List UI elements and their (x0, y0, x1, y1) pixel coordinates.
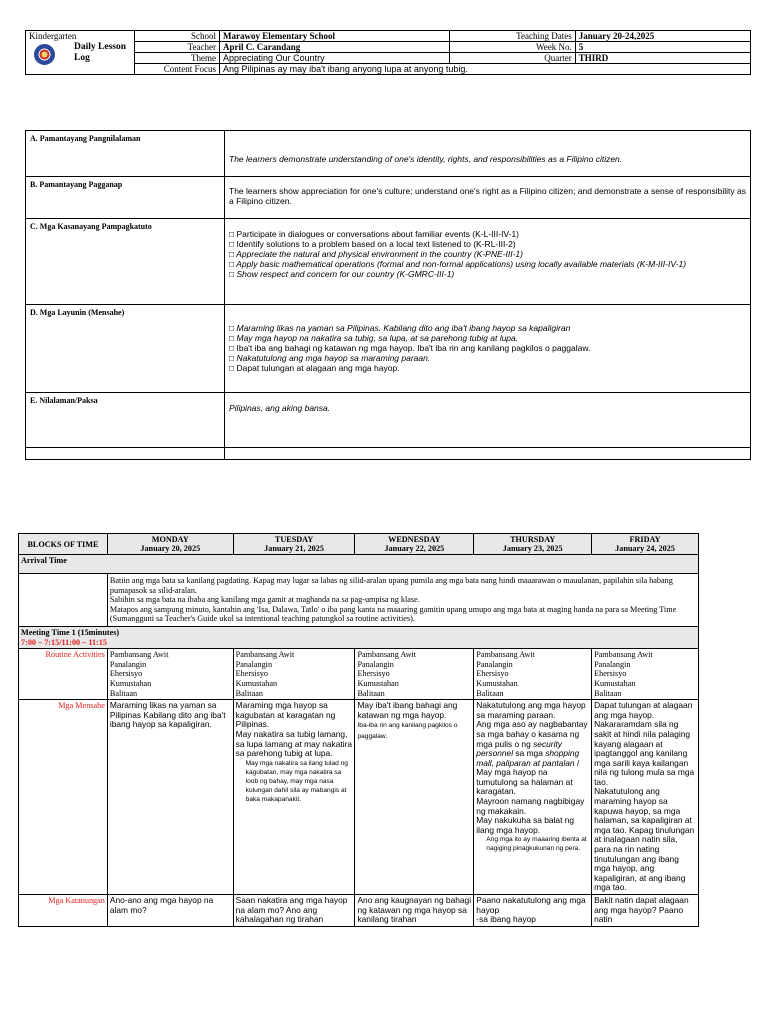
mensahe-thursday (474, 700, 592, 895)
arrival-instructions (107, 574, 698, 627)
standard-a-value: The learners demonstrate understanding of one's identity, rights, and responsibilities as a Filipino citizen. (225, 131, 751, 177)
mensahe-text: Maraming mga hayop sa kagubatan at karagatan ng Pilipinas. May nakatira sa tubig lamang, sa lupa lamang at may nakatira sa parehong tubig at lupa. (235, 700, 353, 759)
routine-list: Pambansang Awit Panalangin Ehersisyo Kumustahan Balitaan (107, 649, 233, 700)
empty-cell (225, 448, 751, 460)
day-header: TUESDAY January 21, 2025 (233, 534, 355, 555)
katanungan-friday: Bakit natin dapat alagaan ang mga hayop? Paano natin (592, 895, 699, 927)
header-title-cell (26, 31, 135, 75)
objectives-list (225, 305, 751, 393)
mensahe-friday: Dapat tulungan at alagaan ang mga hayop. Nakararamdam sila ng sakit at hindi nila palaging kayang alagaan at ipagtanggol ang kanilang mga sarili kaya kailangan nila ng tulong mula sa mga tao. Nakatutulong ang maraming hayop sa kapuwa hayop, sa mga halaman, sa kapaligiran at mga tao. Kapag tinulungan at inalagaan natin sila, para na rin nating tinutulungan ang ibang mga hayop, ang kapaligiran, at ang ibang mga tao. (592, 700, 699, 895)
arrival-time-label: Arrival Time (19, 555, 699, 574)
mensahe-text: sa mga (513, 748, 546, 759)
content-focus-label: Content Focus (135, 64, 220, 75)
competency-item: □ Show respect and concern for our country (K-GMRC-III-1) (229, 269, 455, 279)
school-label: School (135, 31, 220, 42)
objective-item: □ May mga hayop na nakatira sa tubig, sa lupa, at sa parehong tubig at lupa. (229, 333, 519, 343)
schedule-table (18, 533, 699, 927)
school-value: Marawoy Elementary School (220, 31, 450, 42)
standards-table (25, 130, 751, 460)
objective-item: □ Maraming likas na yaman sa Pilipinas. Kabilang dito ang iba't ibang hayop sa kapaligiran (229, 323, 571, 333)
competencies-list (225, 219, 751, 305)
mensahe-note: Ang mga ito ay maaaring ibenta at nagiging pinagkukunan ng pera. (486, 836, 587, 853)
standard-e-label: E. Nilalaman/Paksa (26, 393, 225, 448)
routine-list: Pambansang Awit Panalangin Ehersisyo Kumustahan Balitaan (474, 649, 592, 700)
katanungan-thursday: Paano nakatutulong ang mga hayop -sa ibang hayop (474, 895, 592, 927)
mensahe-text: / May mga hayop na tumutulong sa halaman at karagatan. Mayroon namang nagbibigay ng makakain. May nakukuha sa balat ng ilang mga hayop. (476, 757, 585, 835)
meeting-time-header (19, 626, 699, 648)
day-header: THURSDAY January 23, 2025 (474, 534, 592, 555)
katanungan-monday: Ano-ano ang mga hayop na alam mo? (107, 895, 233, 927)
quarter-label: Quarter (449, 53, 575, 64)
mensahe-note: May mga nakatira sa ilang tulad ng kagubatan, may mga nakatira sa loob ng bahay, may mga nasa kulungan dahil sila ay mabangis at baka makapanakit. (245, 759, 348, 803)
topic-value: Pilipinas, ang aking bansa. (225, 393, 751, 448)
teacher-label: Teacher (135, 42, 220, 53)
standard-d-label: D. Mga Layunin (Mensahe) (26, 305, 225, 393)
theme-value: Appreciating Our Country (220, 53, 450, 64)
quarter-value: THIRD (575, 53, 750, 64)
mga-mensahe-label: Mga Mensahe (19, 700, 108, 895)
arrival-line: (Sumangguni sa Teacher's Guide ukol sa intentional teaching patungkol sa routine activities). (109, 614, 415, 624)
theme-label: Theme (135, 53, 220, 64)
competency-item: □ Apply basic mathematical operations (formal and non-formal applications) using locally available materials (K-M-III-IV-1) (229, 259, 687, 269)
mensahe-wednesday (355, 700, 474, 895)
mensahe-tuesday (233, 700, 355, 895)
empty-cell (26, 448, 225, 460)
standard-b-value: The learners show appreciation for one's culture; understand one's right as a Filipino citizen; and demonstrate a sense of responsibility as a Filipino citizen. (225, 177, 751, 219)
meeting-time-label: Meeting Time 1 (15minutes) (21, 627, 120, 637)
arrival-line: Sabihin sa mga bata na ibaba ang kanilang mga gamit at maghanda na sa pag-umpisa ng klase. (109, 595, 420, 605)
teacher-value: April C. Carandang (220, 42, 450, 53)
deped-seal-icon (34, 44, 55, 65)
header-table (25, 30, 751, 75)
meeting-time-range: 7:00 – 7:15/11:00 – 11:15 (21, 637, 107, 647)
routine-list: Pambansang Awit Panalangin Ehersisyo Kumustahan Balitaan (355, 649, 474, 700)
objective-item: □ Nakatutulong ang mga hayop sa maraming paraan. (229, 353, 431, 363)
katanungan-wednesday: Ano ang kaugnayan ng bahagi ng katawan ng mga hayop sa kanilang tirahan (355, 895, 474, 927)
katanungan-tuesday: Saan nakatira ang mga hayop na alam mo? Ano ang kahalagahan ng tirahan (233, 895, 355, 927)
empty-cell (19, 574, 108, 627)
content-focus-value: Ang Pilipinas ay may iba't ibang anyong lupa at anyong tubig. (220, 64, 751, 75)
day-header: FRIDAY January 24, 2025 (592, 534, 699, 555)
mensahe-note: Iba-iba rin ang kanilang pagkilos o paggalaw. (357, 722, 458, 741)
mensahe-text: security personnel (476, 738, 562, 759)
program-label: Kindergarten (29, 31, 77, 41)
arrival-line: Matapos ang sampung minuto, kantahin ang 'Isa, Dalawa, Tatlo' o iba pang kanta na maaaring gamitin upang umupo ang mga bata at maging handa na para sa Meeting Time (109, 604, 677, 614)
objective-item: □ Iba't iba ang bahagi ng katawan ng mga hayop. Iba't iba rin ang kanilang pagkilos o paggalaw. (229, 343, 591, 353)
teaching-dates-value: January 20-24,2025 (575, 31, 750, 42)
competency-item: □ Appreciate the natural and physical environment in the country (K-PNE-III-1) (229, 249, 523, 259)
competency-item: □ Participate in dialogues or conversations about familiar events (K-L-III-IV-1) (229, 229, 520, 239)
mga-katanungan-label: Mga Katanungan (19, 895, 108, 927)
standard-a-label: A. Pamantayang Pangnilalaman (26, 131, 225, 177)
day-header: WEDNESDAY January 22, 2025 (355, 534, 474, 555)
routine-list: Pambansang Awit Panalangin Ehersisyo Kumustahan Balitaan (233, 649, 355, 700)
objective-item: □ Dapat tulungan at alagaan ang mga hayop. (229, 363, 400, 373)
week-label: Week No. (449, 42, 575, 53)
week-value: 5 (575, 42, 750, 53)
day-header: MONDAY January 20, 2025 (107, 534, 233, 555)
mensahe-text: shopping mall, paliparan at pantalan (476, 748, 580, 768)
competency-item: □ Identify solutions to a problem based on a local text listened to (K-RL-III-2) (229, 239, 516, 249)
routine-list: Pambansang Awit Panalangin Ehersisyo Kumustahan Balitaan (592, 649, 699, 700)
mensahe-text: May iba't ibang bahagi ang katawan ng mga hayop. (357, 700, 458, 720)
routine-activities-label: Routine Activities (19, 649, 108, 700)
arrival-line: Batiin ang mga bata sa kanilang pagdating. Kapag may lugar sa labas ng silid-aralan upang pumila ang mga bata nang hindi maaarawan o mauulanan, papilahin sila habang pumapasok sa silid-aralan. (109, 576, 673, 595)
standard-b-label: B. Pamantayang Pagganap (26, 177, 225, 219)
standard-c-label: C. Mga Kasanayang Pampagkatuto (26, 219, 225, 305)
mensahe-text: Nakatutulong ang mga hayop sa maraming paraan. Ang mga aso ay nagbabantay sa mga bahay o kasama ng mga pulis o ng (476, 700, 588, 749)
blocks-of-time-header: BLOCKS OF TIME (19, 534, 108, 555)
mensahe-monday: Maraming likas na yaman sa Pilipinas Kabilang dito ang iba't ibang hayop sa kapaligiran. (107, 700, 233, 895)
log-title: Daily Lesson Log (74, 42, 126, 63)
teaching-dates-label: Teaching Dates (449, 31, 575, 42)
